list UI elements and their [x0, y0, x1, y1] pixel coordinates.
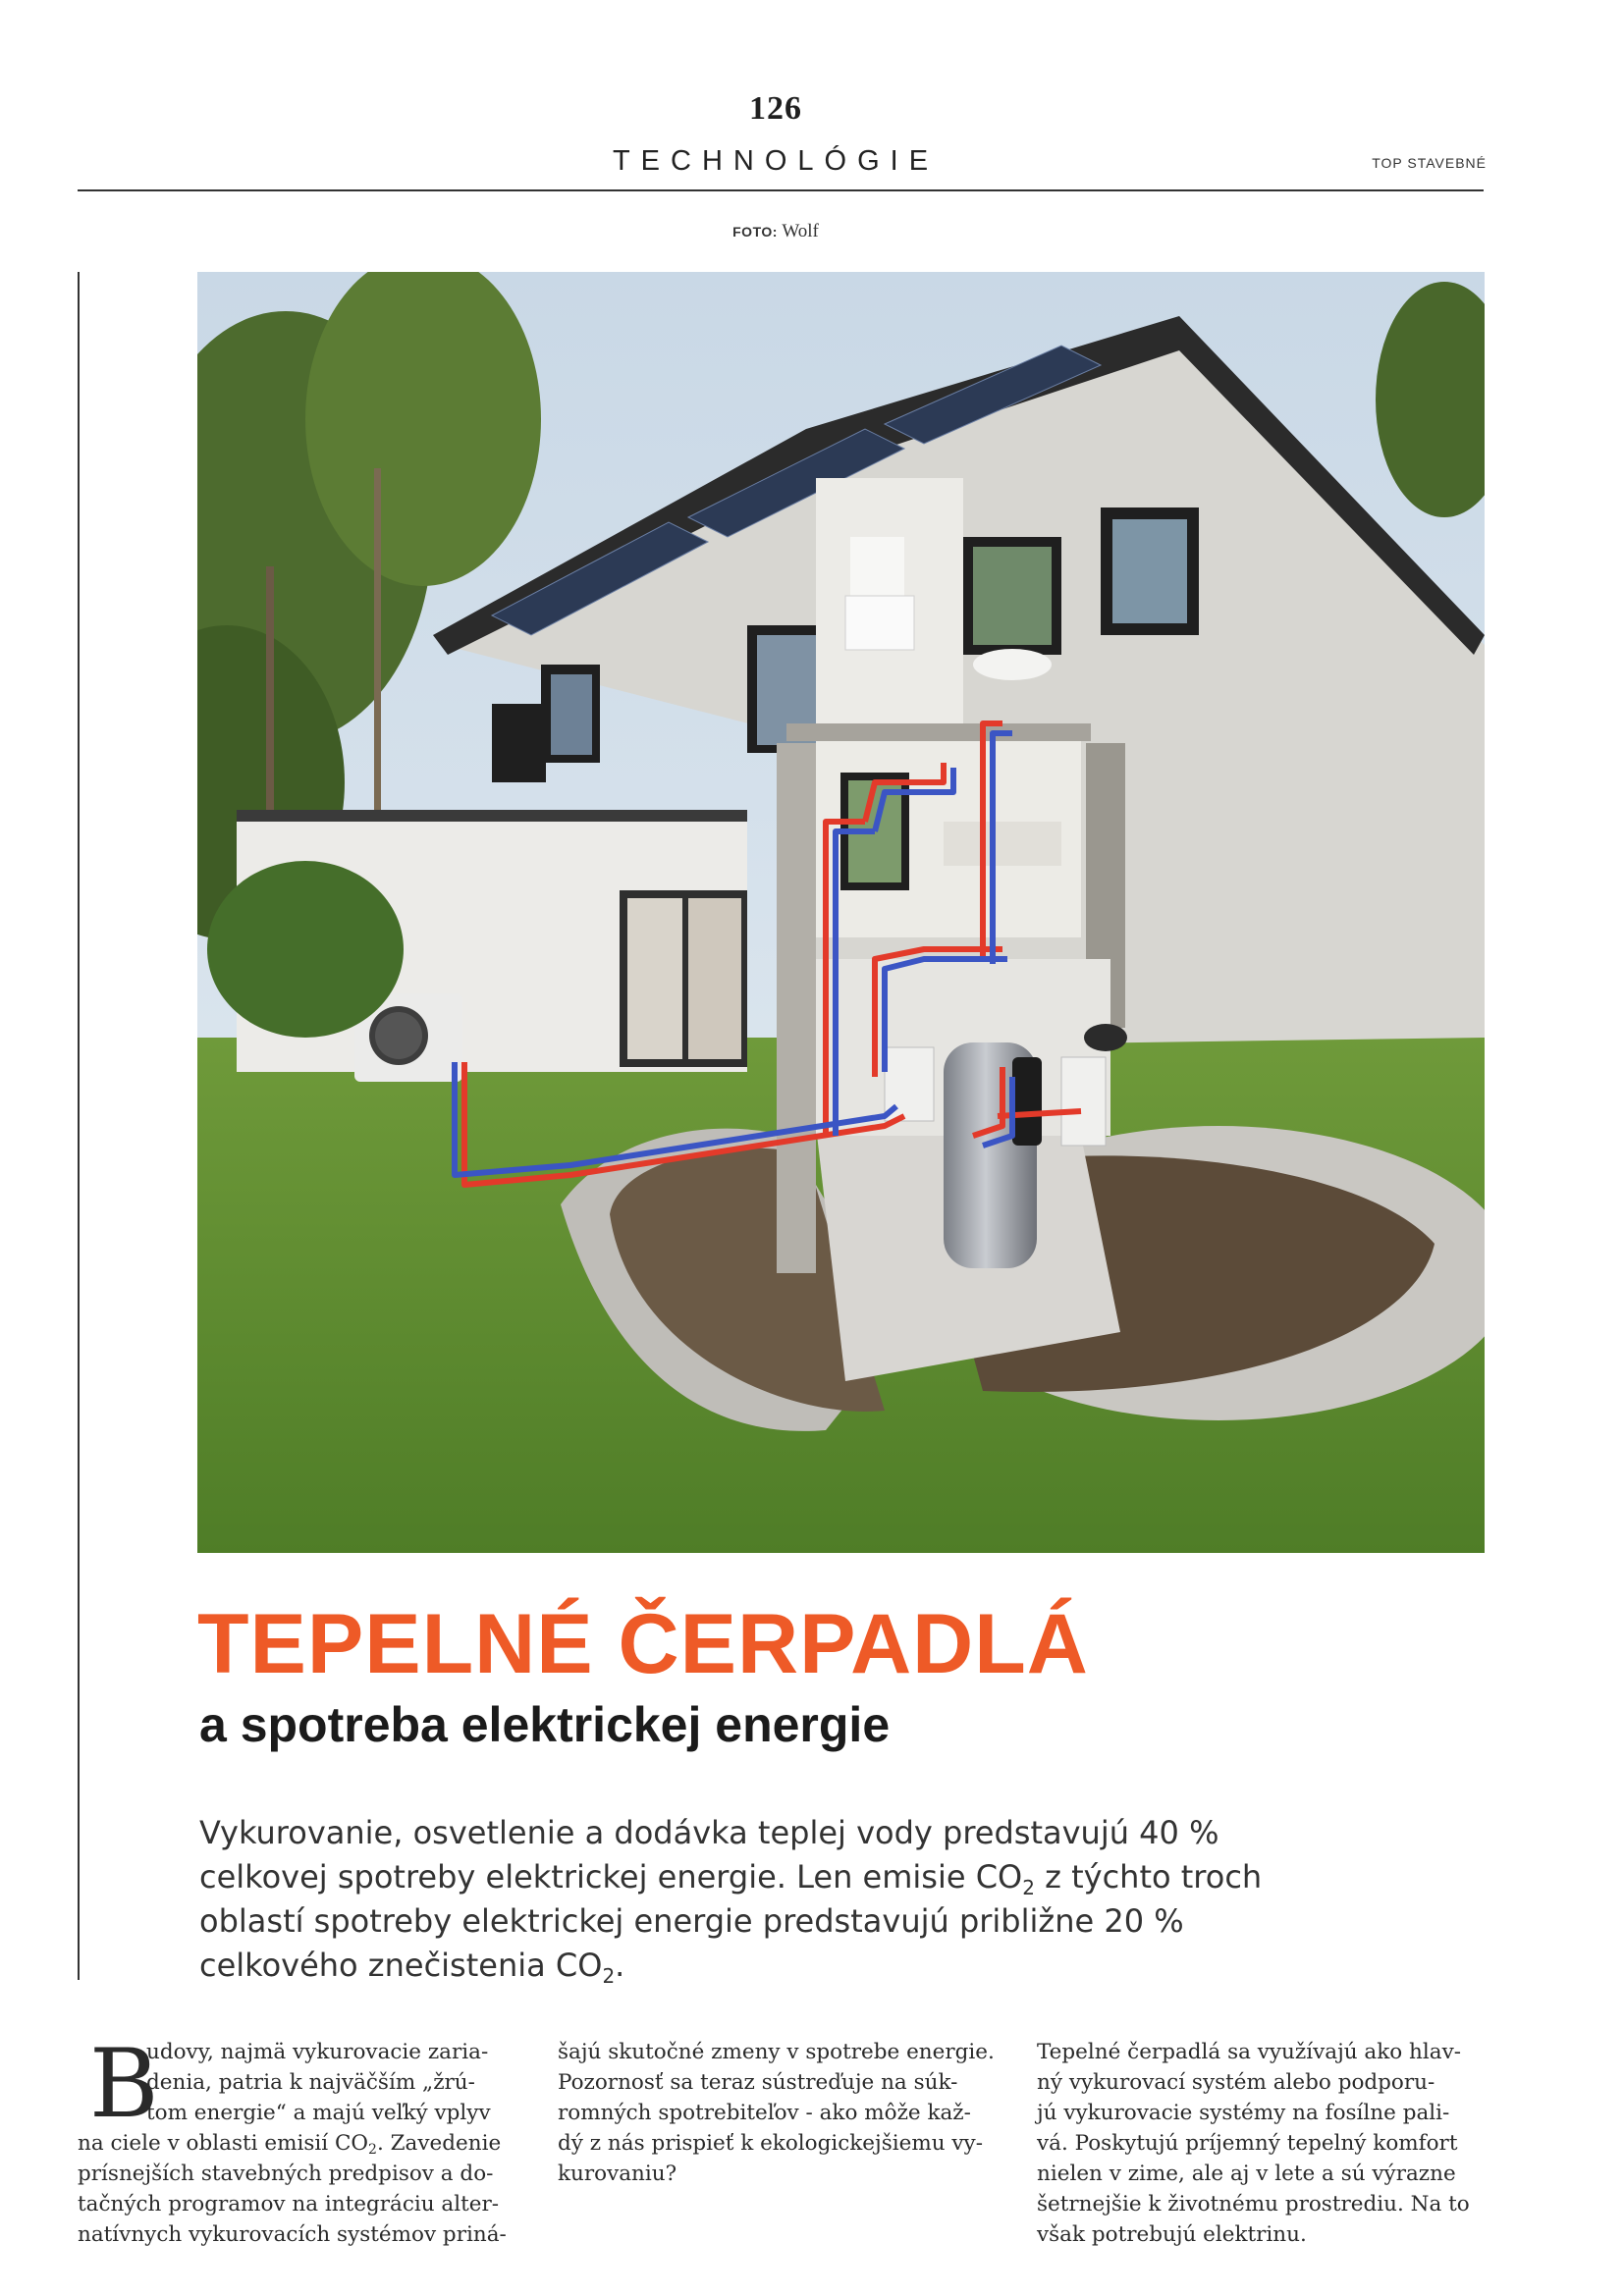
body-line: šajú skutočné zmeny v spotrebe energie. [558, 2040, 995, 2064]
side-rule [78, 272, 80, 1980]
header-rule [78, 189, 1484, 191]
body-line: tom energie“ a majú veľký vplyv [146, 2101, 491, 2125]
magazine-name: TOP STAVEBNÉ [1372, 155, 1487, 171]
body-line: Tepelné čerpadlá sa využívajú ako hlav- [1037, 2040, 1461, 2064]
body-line: na ciele v oblasti emisií $CO_2$. Zavedenie [78, 2131, 502, 2158]
body-line: nielen v zime, ale aj v lete a sú výrazne [1037, 2162, 1456, 2186]
body-line: natívnych vykurovacích systémov priná- [78, 2222, 507, 2247]
hero-illustration [197, 272, 1485, 1553]
body-line: denia, patria k najväčším „žrú- [146, 2070, 475, 2095]
body-column-1 [78, 2029, 524, 2250]
body-line: šetrnejšie k životnému prostrediu. Na to [1037, 2192, 1470, 2216]
body-line: romných spotrebiteľov - ako môže kaž- [558, 2101, 971, 2125]
lead-line: celkovej spotreby elektrickej energie. Len emisie $CO_2$ z týchto troch [199, 1858, 1263, 1899]
body-line: prísnejších stavebných predpisov a do- [78, 2162, 494, 2186]
lead-line: celkového znečistenia $CO_2$. [199, 1947, 625, 1988]
body-line: kurovaniu? [558, 2162, 677, 2186]
article-subtitle: a spotreba elektrickej energie [199, 1697, 891, 1752]
body-line: Pozornosť sa teraz sústreďuje na súk- [558, 2070, 958, 2095]
body-line: vá. Poskytujú príjemný tepelný komfort [1037, 2131, 1458, 2156]
body-line: dý z nás prispieť k ekologickejšiemu vy- [558, 2131, 983, 2156]
body-line: však potrebujú elektrinu. [1037, 2222, 1307, 2247]
body-line: tačných programov na integráciu alter- [78, 2192, 500, 2216]
body-column-3 [1037, 2037, 1487, 2250]
page-number: 126 [749, 90, 802, 127]
drop-cap: B [89, 2029, 159, 2139]
photo-credit-label: FOTO: [732, 224, 778, 240]
body-line: udovy, najmä vykurovacie zaria- [146, 2040, 489, 2064]
lead-line: Vykurovanie, osvetlenie a dodávka teplej vody predstavujú 40 % [199, 1814, 1219, 1851]
article-title: TEPELNÉ ČERPADLÁ [197, 1597, 1089, 1691]
body-line: jú vykurovacie systémy na fosílne pali- [1037, 2101, 1450, 2125]
photo-credit [0, 221, 1551, 242]
body-column-2 [558, 2037, 1004, 2189]
section-title: TECHNOLÓGIE [612, 145, 940, 177]
body-line: ný vykurovací systém alebo podporu- [1037, 2070, 1435, 2095]
lead-paragraph [199, 1811, 1476, 1988]
photo-credit-value: Wolf [782, 221, 819, 241]
lead-line: oblastí spotreby elektrickej energie predstavujú približne 20 % [199, 1902, 1184, 1940]
